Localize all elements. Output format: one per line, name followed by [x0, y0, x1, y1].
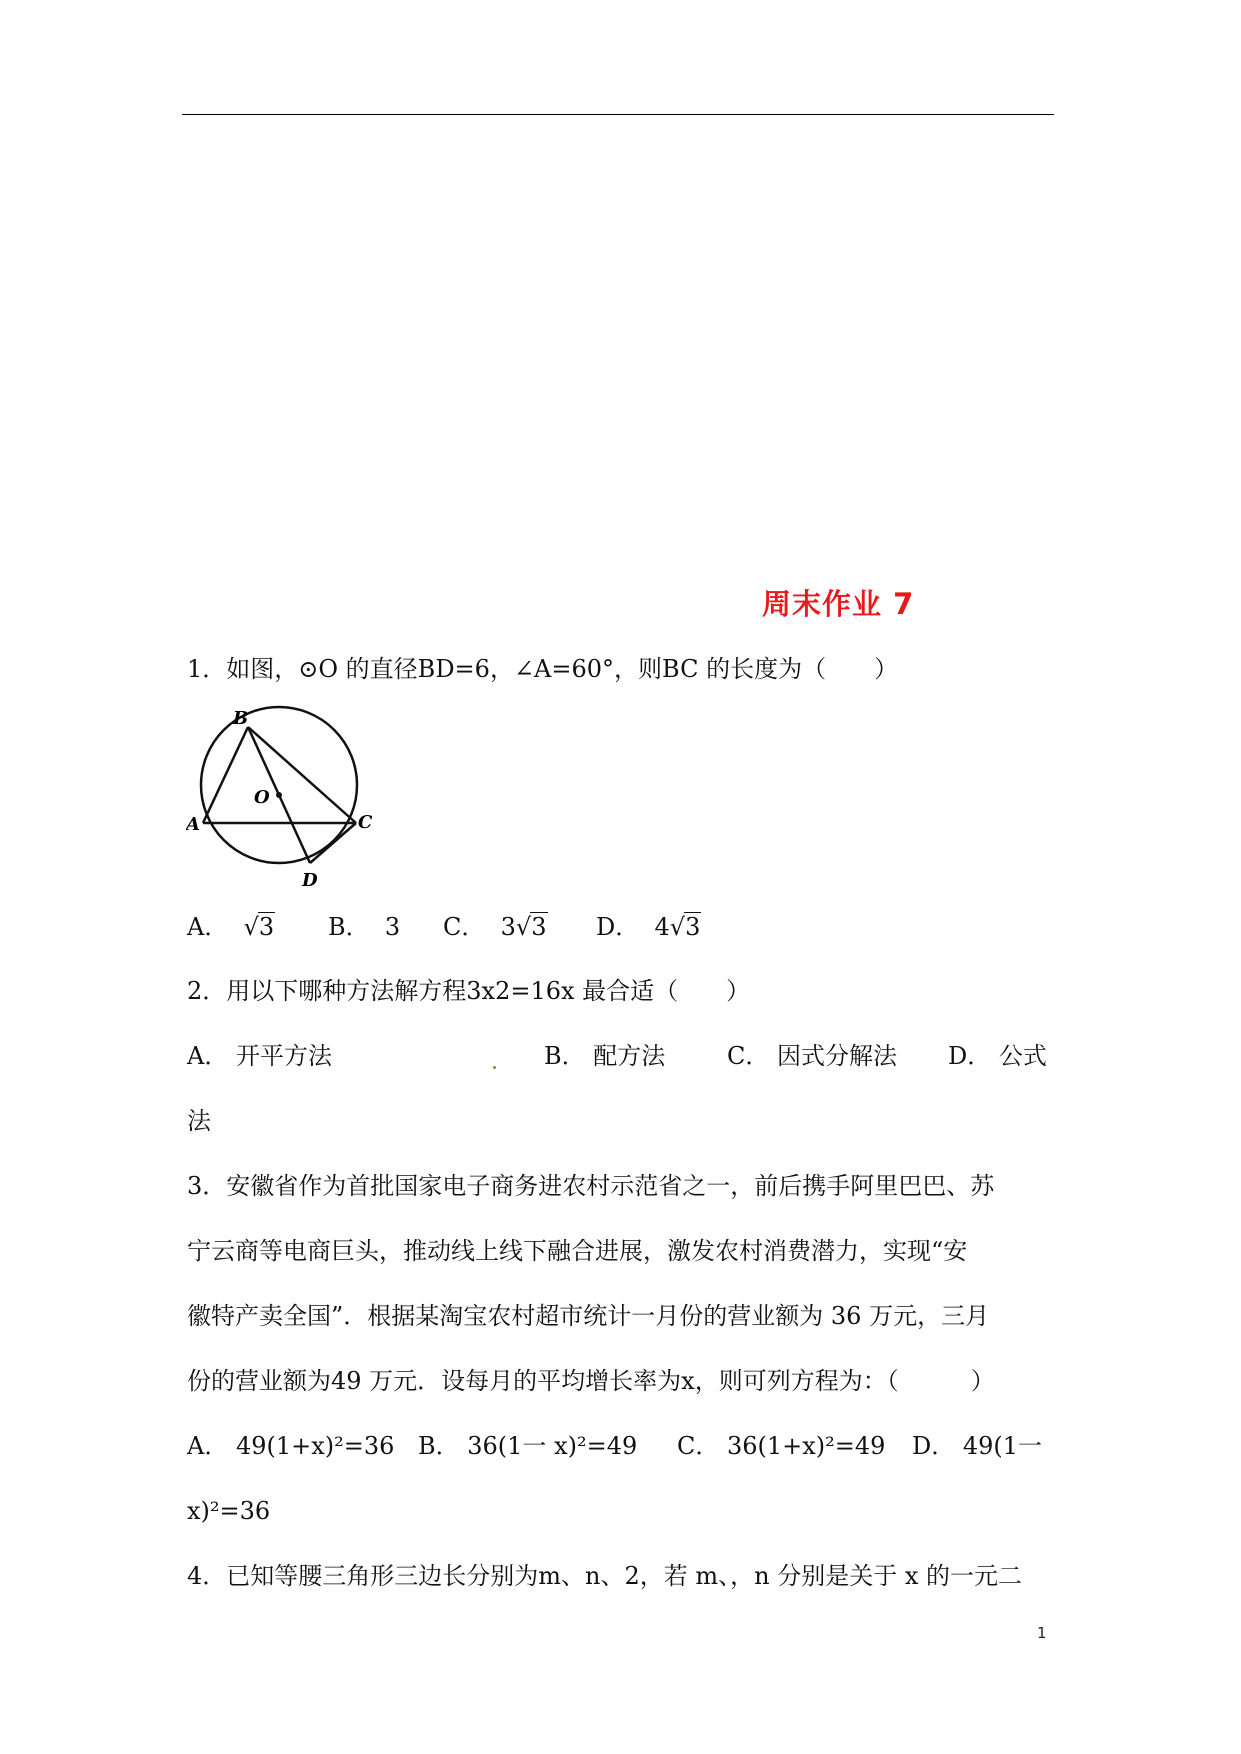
q3-option-a: A． 49(1+x)²=36	[187, 1432, 395, 1460]
label-a: A	[186, 814, 200, 835]
label-d: D	[302, 870, 318, 890]
q3-option-b: B． 36(1一 x)²=49	[418, 1432, 638, 1460]
q1-option-d: D． 4√3	[596, 913, 701, 941]
q1-option-a: A． √3	[187, 913, 275, 941]
q3-option-c: C． 36(1+x)²=49	[677, 1432, 886, 1460]
q3-option-d-wrap: x)²=36	[187, 1497, 271, 1525]
q3-option-d: D． 49(1一	[912, 1432, 1043, 1460]
sqrt-symbol: √3	[669, 913, 701, 941]
question-1-text: 1．如图，⊙O 的直径BD=6，∠A=60°，则BC 的长度为（ ）	[187, 655, 899, 683]
sqrt-symbol: √3	[515, 913, 547, 941]
question-3-line-4: 份的营业额为49 万元．设每月的平均增长率为x，则可列方程为：（ ）	[187, 1367, 995, 1395]
sqrt-symbol: √3	[243, 913, 275, 941]
question-3-line-3: 徽特产卖全国”．根据某淘宝农村超市统计一月份的营业额为 36 万元，三月	[187, 1302, 990, 1330]
question-4-text: 4．已知等腰三角形三边长分别为m、n、2，若 m、，n 分别是关于 x 的一元二	[187, 1562, 1023, 1590]
header-rule	[182, 114, 1054, 115]
question-3-line-1: 3．安徽省作为首批国家电子商务进农村示范省之一，前后携手阿里巴巴、苏	[187, 1172, 995, 1200]
question-3-line-2: 宁云商等电商巨头，推动线上线下融合进展，激发农村消费潜力，实现“安	[187, 1237, 968, 1265]
segment-bc	[248, 727, 356, 823]
q2-option-d: D． 公式	[948, 1042, 1047, 1070]
scan-speck	[493, 1066, 496, 1069]
circle-figure	[186, 700, 376, 890]
q2-option-a: A． 开平方法	[187, 1042, 332, 1070]
label-b: B	[233, 708, 249, 729]
q2-option-c: C． 因式分解法	[727, 1042, 897, 1070]
circle-outline	[201, 707, 357, 863]
segment-ba	[203, 727, 248, 823]
label-c: C	[358, 812, 373, 833]
q1-option-b: B． 3	[328, 913, 401, 941]
page-title: 周末作业 7	[762, 587, 915, 621]
question-2-text: 2．用以下哪种方法解方程3x2=16x 最合适（ ）	[187, 977, 751, 1005]
center-point	[276, 792, 282, 798]
segment-dc	[310, 823, 356, 863]
label-o: O	[254, 787, 270, 808]
q2-option-b: B． 配方法	[544, 1042, 666, 1070]
q2-option-d-wrap: 法	[187, 1107, 211, 1135]
q1-option-c: C． 3√3	[443, 913, 547, 941]
page-number: 1	[1037, 1624, 1047, 1642]
